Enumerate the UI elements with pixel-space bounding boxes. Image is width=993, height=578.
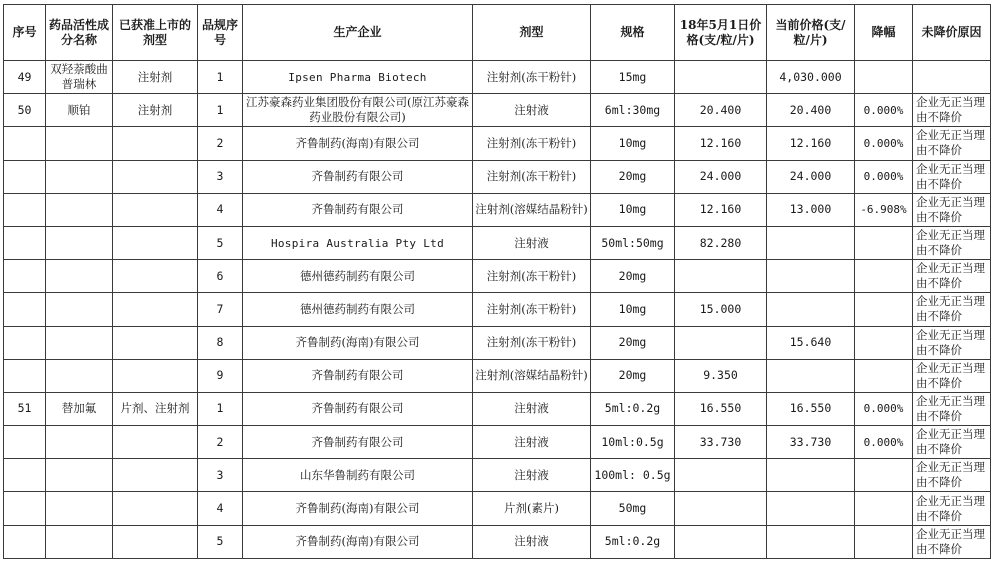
ingredient-cell bbox=[46, 127, 113, 160]
reason-cell: 企业无正当理由不降价 bbox=[913, 260, 991, 293]
table-row bbox=[4, 459, 991, 492]
dosage-form-cell: 注射剂(冻干粉针) bbox=[473, 61, 591, 94]
approved-forms-cell bbox=[113, 459, 198, 492]
ingredient-cell bbox=[46, 359, 113, 392]
manufacturer-cell: 齐鲁制药有限公司 bbox=[243, 193, 473, 226]
table-row bbox=[4, 94, 991, 127]
price-2018-cell bbox=[675, 492, 767, 525]
price-2018-cell bbox=[675, 61, 767, 94]
ingredient-cell bbox=[46, 492, 113, 525]
spec-cell: 10ml:0.5g bbox=[591, 426, 675, 459]
price-drop-cell bbox=[855, 359, 913, 392]
spec-cell: 20mg bbox=[591, 326, 675, 359]
price-2018-cell: 12.160 bbox=[675, 127, 767, 160]
row-number-cell bbox=[4, 293, 46, 326]
current-price-cell bbox=[767, 293, 855, 326]
table-row bbox=[4, 193, 991, 226]
price-drop-cell: -6.908% bbox=[855, 193, 913, 226]
spec-cell: 50mg bbox=[591, 492, 675, 525]
price-2018-cell bbox=[675, 459, 767, 492]
approved-forms-cell bbox=[113, 127, 198, 160]
table-row bbox=[4, 492, 991, 525]
spec-number-cell: 4 bbox=[198, 193, 243, 226]
dosage-form-cell: 注射剂(溶媒结晶粉针) bbox=[473, 193, 591, 226]
dosage-form-cell: 注射剂(冻干粉针) bbox=[473, 260, 591, 293]
ingredient-cell bbox=[46, 260, 113, 293]
reason-cell: 企业无正当理由不降价 bbox=[913, 193, 991, 226]
spec-cell: 15mg bbox=[591, 61, 675, 94]
approved-forms-cell bbox=[113, 293, 198, 326]
ingredient-cell: 替加氟 bbox=[46, 392, 113, 425]
ingredient-cell: 顺铂 bbox=[46, 94, 113, 127]
ingredient-cell bbox=[46, 293, 113, 326]
dosage-form-cell: 注射液 bbox=[473, 525, 591, 558]
ingredient-cell bbox=[46, 426, 113, 459]
dosage-form-cell: 注射剂(冻干粉针) bbox=[473, 293, 591, 326]
current-price-cell: 15.640 bbox=[767, 326, 855, 359]
current-price-cell: 12.160 bbox=[767, 127, 855, 160]
reason-cell: 企业无正当理由不降价 bbox=[913, 160, 991, 193]
ingredient-cell bbox=[46, 326, 113, 359]
current-price-cell bbox=[767, 359, 855, 392]
manufacturer-cell: 齐鲁制药(海南)有限公司 bbox=[243, 127, 473, 160]
row-number-cell: 51 bbox=[4, 392, 46, 425]
spec-cell: 6ml:30mg bbox=[591, 94, 675, 127]
spec-number-cell: 8 bbox=[198, 326, 243, 359]
spec-number-cell: 3 bbox=[198, 459, 243, 492]
row-number-cell: 49 bbox=[4, 61, 46, 94]
drug-price-table bbox=[3, 4, 991, 559]
table-row bbox=[4, 127, 991, 160]
row-number-cell bbox=[4, 260, 46, 293]
price-2018-cell bbox=[675, 260, 767, 293]
price-2018-cell: 16.550 bbox=[675, 392, 767, 425]
spec-number-cell: 6 bbox=[198, 260, 243, 293]
row-number-cell: 50 bbox=[4, 94, 46, 127]
approved-forms-cell: 注射剂 bbox=[113, 61, 198, 94]
price-2018-cell: 33.730 bbox=[675, 426, 767, 459]
manufacturer-cell: 江苏豪森药业集团股份有限公司(原江苏豪森药业股份有限公司) bbox=[243, 94, 473, 127]
price-drop-cell bbox=[855, 459, 913, 492]
dosage-form-cell: 注射液 bbox=[473, 426, 591, 459]
current-price-cell bbox=[767, 226, 855, 259]
manufacturer-cell: Hospira Australia Pty Ltd bbox=[243, 226, 473, 259]
row-number-cell bbox=[4, 525, 46, 558]
price-drop-cell: 0.000% bbox=[855, 160, 913, 193]
price-2018-cell bbox=[675, 525, 767, 558]
manufacturer-cell: 齐鲁制药有限公司 bbox=[243, 392, 473, 425]
ingredient-cell bbox=[46, 193, 113, 226]
current-price-cell: 24.000 bbox=[767, 160, 855, 193]
approved-forms-cell bbox=[113, 525, 198, 558]
dosage-form-cell: 片剂(素片) bbox=[473, 492, 591, 525]
spec-cell: 20mg bbox=[591, 359, 675, 392]
table-row bbox=[4, 426, 991, 459]
spec-number-cell: 2 bbox=[198, 127, 243, 160]
current-price-cell bbox=[767, 492, 855, 525]
dosage-form-cell: 注射剂(冻干粉针) bbox=[473, 127, 591, 160]
manufacturer-cell: 齐鲁制药有限公司 bbox=[243, 426, 473, 459]
price-2018-cell: 82.280 bbox=[675, 226, 767, 259]
header-cell: 剂型 bbox=[473, 5, 591, 61]
reason-cell: 企业无正当理由不降价 bbox=[913, 392, 991, 425]
price-drop-cell bbox=[855, 260, 913, 293]
price-2018-cell: 20.400 bbox=[675, 94, 767, 127]
header-cell: 降幅 bbox=[855, 5, 913, 61]
row-number-cell bbox=[4, 127, 46, 160]
row-number-cell bbox=[4, 459, 46, 492]
manufacturer-cell: 德州德药制药有限公司 bbox=[243, 260, 473, 293]
approved-forms-cell bbox=[113, 492, 198, 525]
spec-number-cell: 4 bbox=[198, 492, 243, 525]
price-drop-cell bbox=[855, 525, 913, 558]
header-cell: 18年5月1日价格(支/粒/片) bbox=[675, 5, 767, 61]
row-number-cell bbox=[4, 160, 46, 193]
current-price-cell bbox=[767, 525, 855, 558]
table-row bbox=[4, 525, 991, 558]
header-cell: 品规序号 bbox=[198, 5, 243, 61]
dosage-form-cell: 注射液 bbox=[473, 392, 591, 425]
row-number-cell bbox=[4, 492, 46, 525]
current-price-cell: 13.000 bbox=[767, 193, 855, 226]
price-2018-cell: 12.160 bbox=[675, 193, 767, 226]
spec-cell: 20mg bbox=[591, 260, 675, 293]
current-price-cell: 33.730 bbox=[767, 426, 855, 459]
spec-number-cell: 7 bbox=[198, 293, 243, 326]
spec-number-cell: 1 bbox=[198, 61, 243, 94]
manufacturer-cell: 齐鲁制药(海南)有限公司 bbox=[243, 492, 473, 525]
ingredient-cell bbox=[46, 525, 113, 558]
ingredient-cell bbox=[46, 459, 113, 492]
header-row bbox=[4, 5, 991, 61]
ingredient-cell bbox=[46, 226, 113, 259]
manufacturer-cell: 齐鲁制药有限公司 bbox=[243, 359, 473, 392]
reason-cell: 企业无正当理由不降价 bbox=[913, 326, 991, 359]
price-2018-cell: 15.000 bbox=[675, 293, 767, 326]
spec-number-cell: 3 bbox=[198, 160, 243, 193]
header-cell: 生产企业 bbox=[243, 5, 473, 61]
table-row bbox=[4, 392, 991, 425]
approved-forms-cell bbox=[113, 326, 198, 359]
spec-cell: 10mg bbox=[591, 193, 675, 226]
price-2018-cell: 24.000 bbox=[675, 160, 767, 193]
manufacturer-cell: 齐鲁制药(海南)有限公司 bbox=[243, 326, 473, 359]
row-number-cell bbox=[4, 193, 46, 226]
approved-forms-cell: 片剂、注射剂 bbox=[113, 392, 198, 425]
header-cell: 序号 bbox=[4, 5, 46, 61]
table-row bbox=[4, 260, 991, 293]
price-drop-cell: 0.000% bbox=[855, 426, 913, 459]
current-price-cell: 20.400 bbox=[767, 94, 855, 127]
spec-number-cell: 2 bbox=[198, 426, 243, 459]
header-cell: 已获准上市的剂型 bbox=[113, 5, 198, 61]
reason-cell: 企业无正当理由不降价 bbox=[913, 525, 991, 558]
dosage-form-cell: 注射剂(冻干粉针) bbox=[473, 326, 591, 359]
approved-forms-cell bbox=[113, 260, 198, 293]
approved-forms-cell bbox=[113, 359, 198, 392]
spec-number-cell: 1 bbox=[198, 94, 243, 127]
dosage-form-cell: 注射剂(溶媒结晶粉针) bbox=[473, 359, 591, 392]
current-price-cell: 16.550 bbox=[767, 392, 855, 425]
dosage-form-cell: 注射剂(冻干粉针) bbox=[473, 160, 591, 193]
dosage-form-cell: 注射液 bbox=[473, 226, 591, 259]
table-row bbox=[4, 326, 991, 359]
header-cell: 未降价原因 bbox=[913, 5, 991, 61]
reason-cell: 企业无正当理由不降价 bbox=[913, 426, 991, 459]
header-cell: 规格 bbox=[591, 5, 675, 61]
row-number-cell bbox=[4, 426, 46, 459]
current-price-cell bbox=[767, 260, 855, 293]
spec-number-cell: 9 bbox=[198, 359, 243, 392]
spec-cell: 5ml:0.2g bbox=[591, 392, 675, 425]
spec-cell: 10mg bbox=[591, 293, 675, 326]
spec-cell: 100ml: 0.5g bbox=[591, 459, 675, 492]
spec-number-cell: 1 bbox=[198, 392, 243, 425]
price-drop-cell bbox=[855, 293, 913, 326]
reason-cell: 企业无正当理由不降价 bbox=[913, 94, 991, 127]
approved-forms-cell bbox=[113, 160, 198, 193]
reason-cell: 企业无正当理由不降价 bbox=[913, 359, 991, 392]
ingredient-cell: 双羟萘酸曲普瑞林 bbox=[46, 61, 113, 94]
table-row bbox=[4, 359, 991, 392]
approved-forms-cell bbox=[113, 426, 198, 459]
reason-cell: 企业无正当理由不降价 bbox=[913, 492, 991, 525]
table-row bbox=[4, 226, 991, 259]
spec-cell: 5ml:0.2g bbox=[591, 525, 675, 558]
manufacturer-cell: Ipsen Pharma Biotech bbox=[243, 61, 473, 94]
reason-cell: 企业无正当理由不降价 bbox=[913, 127, 991, 160]
spec-cell: 50ml:50mg bbox=[591, 226, 675, 259]
manufacturer-cell: 齐鲁制药(海南)有限公司 bbox=[243, 525, 473, 558]
reason-cell bbox=[913, 61, 991, 94]
spec-number-cell: 5 bbox=[198, 226, 243, 259]
manufacturer-cell: 齐鲁制药有限公司 bbox=[243, 160, 473, 193]
dosage-form-cell: 注射液 bbox=[473, 94, 591, 127]
spec-cell: 10mg bbox=[591, 127, 675, 160]
price-2018-cell bbox=[675, 326, 767, 359]
price-drop-cell bbox=[855, 226, 913, 259]
current-price-cell: 4,030.000 bbox=[767, 61, 855, 94]
price-drop-cell bbox=[855, 326, 913, 359]
approved-forms-cell bbox=[113, 193, 198, 226]
dosage-form-cell: 注射液 bbox=[473, 459, 591, 492]
spec-cell: 20mg bbox=[591, 160, 675, 193]
price-2018-cell: 9.350 bbox=[675, 359, 767, 392]
approved-forms-cell: 注射剂 bbox=[113, 94, 198, 127]
price-drop-cell: 0.000% bbox=[855, 392, 913, 425]
reason-cell: 企业无正当理由不降价 bbox=[913, 459, 991, 492]
table-row bbox=[4, 293, 991, 326]
row-number-cell bbox=[4, 226, 46, 259]
reason-cell: 企业无正当理由不降价 bbox=[913, 226, 991, 259]
current-price-cell bbox=[767, 459, 855, 492]
manufacturer-cell: 德州德药制药有限公司 bbox=[243, 293, 473, 326]
price-drop-cell: 0.000% bbox=[855, 127, 913, 160]
price-drop-cell: 0.000% bbox=[855, 94, 913, 127]
header-cell: 当前价格(支/粒/片) bbox=[767, 5, 855, 61]
price-drop-cell bbox=[855, 492, 913, 525]
manufacturer-cell: 山东华鲁制药有限公司 bbox=[243, 459, 473, 492]
table-row bbox=[4, 160, 991, 193]
row-number-cell bbox=[4, 359, 46, 392]
header-cell: 药品活性成分名称 bbox=[46, 5, 113, 61]
row-number-cell bbox=[4, 326, 46, 359]
table-row bbox=[4, 61, 991, 94]
reason-cell: 企业无正当理由不降价 bbox=[913, 293, 991, 326]
approved-forms-cell bbox=[113, 226, 198, 259]
price-drop-cell bbox=[855, 61, 913, 94]
ingredient-cell bbox=[46, 160, 113, 193]
spec-number-cell: 5 bbox=[198, 525, 243, 558]
